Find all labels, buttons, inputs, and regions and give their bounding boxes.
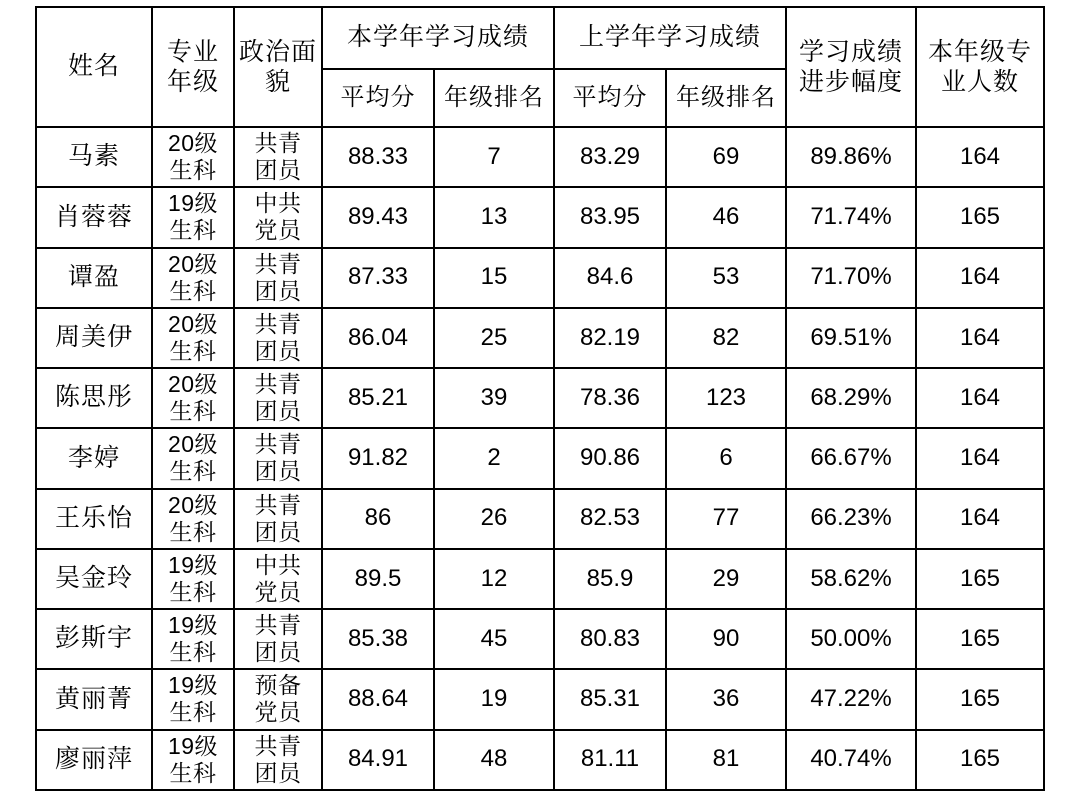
- cell-progress: 66.23%: [786, 489, 916, 549]
- cell-last-year-rank: 81: [666, 730, 786, 790]
- table-row: [36, 549, 1044, 609]
- cell-major-grade: [152, 730, 234, 790]
- column-header-major-count-line1: 本年级专: [928, 38, 1033, 66]
- cell-this-year-rank: 13: [434, 187, 554, 247]
- cell-this-year-rank: 12: [434, 549, 554, 609]
- cell-political-status-line2: 团员: [254, 277, 302, 304]
- cell-political-status: [234, 127, 322, 187]
- cell-last-year-avg: 81.11: [554, 730, 666, 790]
- table-body: [36, 127, 1044, 790]
- column-header-this-year-avg: 平均分: [322, 69, 434, 127]
- cell-major-grade-line2: 生科: [169, 157, 217, 184]
- cell-last-year-avg: 78.36: [554, 368, 666, 428]
- cell-political-status: [234, 549, 322, 609]
- cell-political-status-line1: 共青: [254, 612, 302, 638]
- cell-major-count: 165: [916, 730, 1044, 790]
- cell-political-status: [234, 308, 322, 368]
- table-row: [36, 428, 1044, 488]
- cell-progress: 58.62%: [786, 549, 916, 609]
- cell-progress: 50.00%: [786, 609, 916, 669]
- cell-name: 陈思彤: [36, 368, 152, 428]
- cell-major-grade-line2: 生科: [169, 458, 217, 485]
- table-row: [36, 308, 1044, 368]
- cell-this-year-rank: 45: [434, 609, 554, 669]
- cell-political-status-line2: 党员: [254, 699, 302, 726]
- cell-last-year-avg: 90.86: [554, 428, 666, 488]
- cell-last-year-avg: 82.53: [554, 489, 666, 549]
- cell-name: 王乐怡: [36, 489, 152, 549]
- column-header-political-status-line2: 貌: [264, 68, 291, 96]
- cell-this-year-rank: 15: [434, 248, 554, 308]
- column-header-name: 姓名: [36, 7, 152, 127]
- cell-major-grade: [152, 187, 234, 247]
- column-header-progress: [786, 7, 916, 127]
- cell-this-year-avg: 89.5: [322, 549, 434, 609]
- cell-political-status-line1: 共青: [254, 491, 302, 518]
- table-header: [36, 7, 1044, 127]
- cell-progress: 47.22%: [786, 669, 916, 729]
- cell-major-count: 165: [916, 187, 1044, 247]
- cell-this-year-avg: 88.64: [322, 669, 434, 729]
- table-header-row-top: [36, 7, 1044, 69]
- cell-major-grade-line1: 20级: [167, 250, 219, 277]
- cell-major-grade-line2: 生科: [169, 337, 217, 364]
- cell-major-grade: [152, 127, 234, 187]
- cell-political-status-line2: 团员: [254, 337, 302, 364]
- cell-major-count: 164: [916, 489, 1044, 549]
- table-row: [36, 248, 1044, 308]
- cell-this-year-rank: 48: [434, 730, 554, 790]
- student-grade-table: [35, 6, 1045, 791]
- cell-last-year-rank: 53: [666, 248, 786, 308]
- column-header-this-year-rank: 年级排名: [434, 69, 554, 127]
- cell-major-grade-line1: 20级: [167, 431, 219, 458]
- cell-name: 吴金玲: [36, 549, 152, 609]
- column-header-political-status: [234, 7, 322, 127]
- cell-this-year-rank: 2: [434, 428, 554, 488]
- cell-major-grade: [152, 428, 234, 488]
- cell-major-grade-line1: 20级: [167, 310, 219, 337]
- cell-political-status-line2: 团员: [254, 639, 302, 666]
- cell-major-grade-line1: 19级: [167, 551, 219, 578]
- cell-political-status-line2: 团员: [254, 759, 302, 786]
- column-header-last-year-group: 上学年学习成绩: [554, 7, 786, 69]
- cell-progress: 71.70%: [786, 248, 916, 308]
- cell-major-grade-line1: 19级: [167, 612, 219, 638]
- column-header-progress-line1: 学习成绩: [799, 38, 904, 66]
- cell-progress: 69.51%: [786, 308, 916, 368]
- cell-major-count: 165: [916, 549, 1044, 609]
- cell-major-grade-line1: 20级: [167, 130, 219, 156]
- cell-political-status: [234, 428, 322, 488]
- cell-name: 肖蓉蓉: [36, 187, 152, 247]
- cell-progress: 68.29%: [786, 368, 916, 428]
- cell-political-status-line2: 党员: [254, 217, 302, 244]
- cell-this-year-avg: 85.38: [322, 609, 434, 669]
- cell-last-year-rank: 6: [666, 428, 786, 488]
- cell-major-grade: [152, 248, 234, 308]
- cell-this-year-avg: 84.91: [322, 730, 434, 790]
- column-header-major-count: [916, 7, 1044, 127]
- cell-major-grade-line1: 19级: [167, 190, 219, 217]
- cell-political-status: [234, 187, 322, 247]
- cell-this-year-rank: 39: [434, 368, 554, 428]
- table-row: [36, 669, 1044, 729]
- cell-political-status-line1: 中共: [254, 190, 302, 217]
- cell-major-grade-line2: 生科: [169, 217, 217, 244]
- cell-major-count: 164: [916, 248, 1044, 308]
- cell-this-year-avg: 85.21: [322, 368, 434, 428]
- cell-last-year-avg: 83.29: [554, 127, 666, 187]
- column-header-last-year-rank: 年级排名: [666, 69, 786, 127]
- column-header-progress-line2: 进步幅度: [799, 68, 904, 96]
- table-row: [36, 730, 1044, 790]
- cell-political-status: [234, 669, 322, 729]
- column-header-last-year-avg: 平均分: [554, 69, 666, 127]
- cell-last-year-rank: 123: [666, 368, 786, 428]
- table-row: [36, 368, 1044, 428]
- cell-last-year-avg: 85.9: [554, 549, 666, 609]
- cell-political-status-line2: 团员: [254, 398, 302, 425]
- cell-major-grade-line2: 生科: [169, 759, 217, 786]
- column-header-political-status-line1: 政治面: [238, 38, 317, 66]
- cell-political-status: [234, 730, 322, 790]
- cell-progress: 89.86%: [786, 127, 916, 187]
- cell-progress: 66.67%: [786, 428, 916, 488]
- table-row: [36, 187, 1044, 247]
- cell-major-count: 164: [916, 308, 1044, 368]
- cell-last-year-avg: 82.19: [554, 308, 666, 368]
- cell-major-count: 164: [916, 428, 1044, 488]
- cell-major-grade-line1: 19级: [167, 732, 219, 759]
- cell-name: 马素: [36, 127, 152, 187]
- cell-major-grade-line2: 生科: [169, 398, 217, 425]
- cell-this-year-rank: 19: [434, 669, 554, 729]
- cell-name: 周美伊: [36, 308, 152, 368]
- cell-political-status-line1: 预备: [254, 672, 302, 699]
- cell-political-status-line1: 共青: [254, 250, 302, 277]
- cell-major-grade: [152, 669, 234, 729]
- column-header-major-grade-line1: 专业: [166, 38, 219, 66]
- cell-major-grade-line2: 生科: [169, 699, 217, 726]
- cell-political-status-line1: 共青: [254, 310, 302, 337]
- cell-major-grade: [152, 308, 234, 368]
- cell-major-grade-line2: 生科: [169, 518, 217, 545]
- cell-this-year-avg: 88.33: [322, 127, 434, 187]
- cell-this-year-avg: 87.33: [322, 248, 434, 308]
- cell-this-year-rank: 25: [434, 308, 554, 368]
- cell-this-year-avg: 91.82: [322, 428, 434, 488]
- table-row: [36, 489, 1044, 549]
- cell-political-status: [234, 248, 322, 308]
- table-row: [36, 609, 1044, 669]
- cell-this-year-avg: 86: [322, 489, 434, 549]
- cell-major-grade-line1: 20级: [167, 371, 219, 397]
- cell-name: 谭盈: [36, 248, 152, 308]
- cell-major-grade: [152, 368, 234, 428]
- table-row: [36, 127, 1044, 187]
- column-header-major-grade-line2: 年级: [166, 68, 219, 96]
- cell-political-status: [234, 368, 322, 428]
- cell-name: 李婷: [36, 428, 152, 488]
- cell-major-grade: [152, 489, 234, 549]
- cell-major-grade-line1: 20级: [167, 491, 219, 518]
- cell-political-status: [234, 609, 322, 669]
- cell-name: 黄丽菁: [36, 669, 152, 729]
- cell-last-year-rank: 69: [666, 127, 786, 187]
- cell-major-grade-line2: 生科: [169, 277, 217, 304]
- cell-this-year-avg: 89.43: [322, 187, 434, 247]
- cell-last-year-avg: 80.83: [554, 609, 666, 669]
- cell-political-status-line2: 团员: [254, 518, 302, 545]
- cell-major-count: 164: [916, 127, 1044, 187]
- cell-major-count: 165: [916, 669, 1044, 729]
- cell-political-status-line1: 共青: [254, 371, 302, 397]
- cell-political-status-line2: 团员: [254, 458, 302, 485]
- cell-name: 彭斯宇: [36, 609, 152, 669]
- cell-last-year-rank: 82: [666, 308, 786, 368]
- cell-political-status: [234, 489, 322, 549]
- column-header-major-count-line2: 业人数: [941, 68, 1020, 96]
- cell-progress: 71.74%: [786, 187, 916, 247]
- cell-name: 廖丽萍: [36, 730, 152, 790]
- cell-last-year-rank: 46: [666, 187, 786, 247]
- cell-last-year-rank: 90: [666, 609, 786, 669]
- cell-political-status-line1: 共青: [254, 130, 302, 156]
- column-header-this-year-group: 本学年学习成绩: [322, 7, 554, 69]
- cell-major-grade: [152, 549, 234, 609]
- cell-major-grade-line1: 19级: [167, 672, 219, 699]
- cell-political-status-line1: 共青: [254, 431, 302, 458]
- cell-progress: 40.74%: [786, 730, 916, 790]
- column-header-major-grade: [152, 7, 234, 127]
- cell-political-status-line2: 党员: [254, 578, 302, 605]
- cell-this-year-avg: 86.04: [322, 308, 434, 368]
- cell-last-year-rank: 29: [666, 549, 786, 609]
- cell-last-year-rank: 36: [666, 669, 786, 729]
- cell-political-status-line2: 团员: [254, 157, 302, 184]
- cell-political-status-line1: 中共: [254, 551, 302, 578]
- cell-major-count: 164: [916, 368, 1044, 428]
- cell-major-grade-line2: 生科: [169, 639, 217, 666]
- cell-major-count: 165: [916, 609, 1044, 669]
- cell-this-year-rank: 7: [434, 127, 554, 187]
- cell-last-year-avg: 85.31: [554, 669, 666, 729]
- cell-major-grade-line2: 生科: [169, 578, 217, 605]
- cell-last-year-avg: 84.6: [554, 248, 666, 308]
- cell-last-year-avg: 83.95: [554, 187, 666, 247]
- cell-last-year-rank: 77: [666, 489, 786, 549]
- cell-major-grade: [152, 609, 234, 669]
- cell-political-status-line1: 共青: [254, 732, 302, 759]
- cell-this-year-rank: 26: [434, 489, 554, 549]
